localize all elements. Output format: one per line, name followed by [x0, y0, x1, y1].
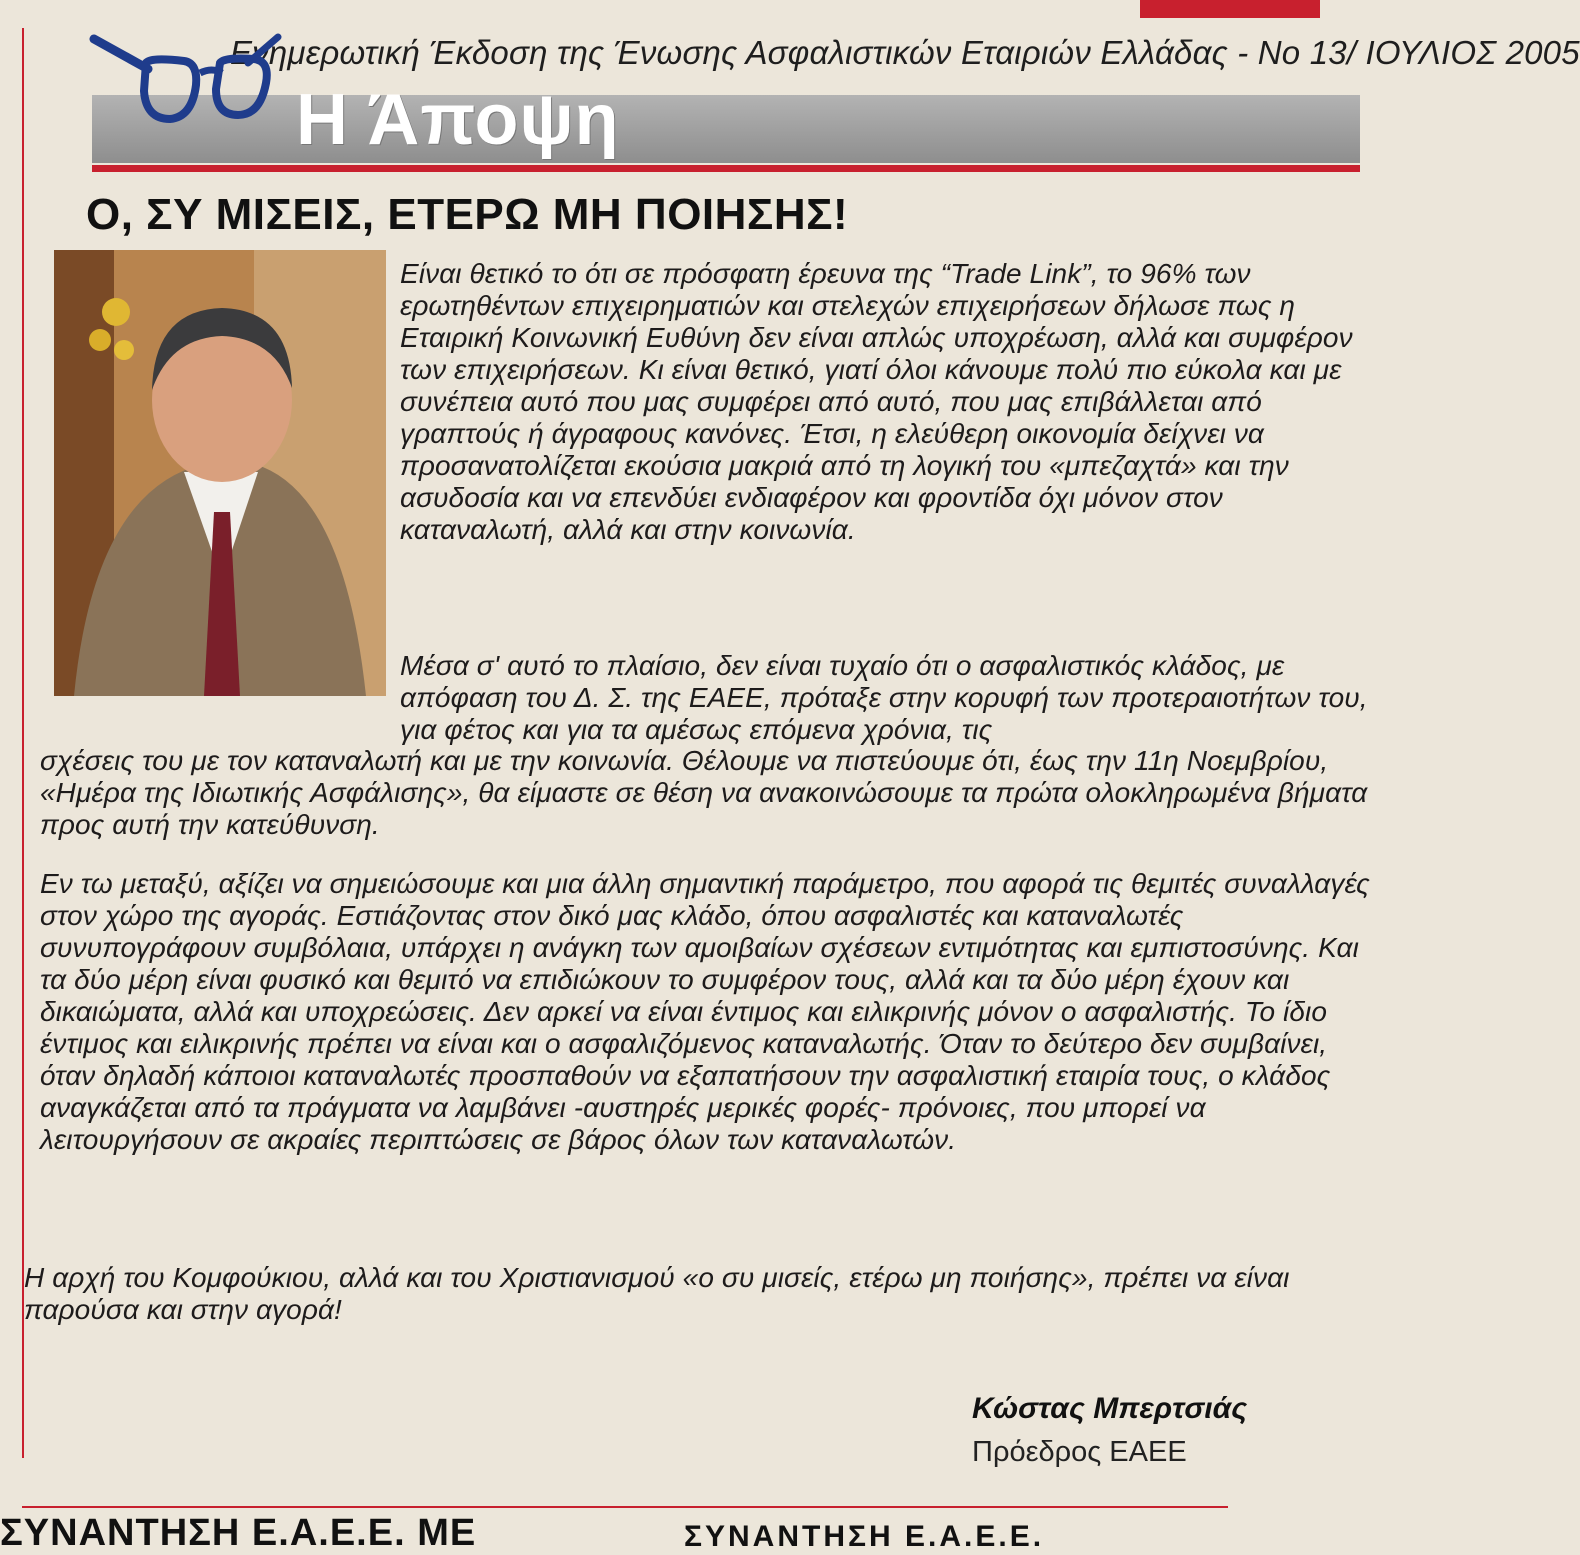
- next-article-headline-left: ΣΥΝΑΝΤΗΣΗ Ε.Α.Ε.Ε. ΜΕ: [0, 1512, 477, 1554]
- article-paragraph-2-start: [400, 650, 1370, 746]
- article-paragraph-1: [400, 258, 1370, 546]
- bottom-divider: [22, 1506, 1228, 1508]
- article-paragraph-4: [24, 1262, 1370, 1326]
- section-red-rule: [92, 165, 1360, 172]
- paragraph-text: Εν τω μεταξύ, αξίζει να σημειώσουμε και μια άλλη σημαντική παράμετρο, που αφορά τις θεμιτές συναλλαγές στον χώρο της αγοράς. Εστιάζοντας στον δικό μας κλάδο, όπου ασφαλιστές και καταναλωτές συνυπογράφουν συμβόλαια, υπάρχει η ανάγκη των αμοιβαίων σχέσεων εντιμότητας και εμπιστοσύνης. Και τα δύο μέρη είναι φυσικό και θεμιτό να επιδιώκουν το συμφέρον τους, αλλά και τα δύο μέρη έχουν και δικαιώματα, αλλά και υποχρεώσεις. Δεν αρκεί να είναι έντιμος και ειλικρινής μόνον ο ασφαλιστής. Το ίδιο έντιμος και ειλικρινής πρέπει να είναι και ο ασφαλιζόμενος καταναλωτής. Όταν το δεύτερο δεν συμβαίνει, όταν δηλαδή κάποιοι καταναλωτές προσπαθούν να εξαπατήσουν την ασφαλιστική εταιρία τους, ο κλάδος αναγκάζεται από τα πράγματα να λαμβάνει -αυστηρές μερικές φορές- πρόνοιες, που μπορεί να λειτουργήσουν σε ακραίες περιπτώσεις σε βάρος όλων των καταναλωτών.: [40, 868, 1370, 1155]
- article-paragraph-2-end: [40, 745, 1370, 841]
- author-name: Κώστας Μπερτσιάς: [972, 1392, 1248, 1425]
- masthead-strap: Ενημερωτική Έκδοση της Ένωσης Ασφαλιστικών Εταιριών Ελλάδας - Νο 13/ ΙΟΥΛΙΟΣ 2005: [230, 34, 1580, 71]
- article-paragraph-3: [40, 868, 1370, 1156]
- author-portrait: [54, 250, 386, 696]
- article-headline: Ο, ΣΥ ΜΙΣΕΙΣ, ΕΤΕΡΩ ΜΗ ΠΟΙΗΣΗΣ!: [86, 190, 849, 239]
- author-title: Πρόεδρος ΕΑΕΕ: [972, 1436, 1187, 1468]
- author-signature: [972, 1392, 1247, 1469]
- next-article-headline-right: ΣΥΝΑΝΤΗΣΗ Ε.Α.Ε.Ε.: [684, 1520, 1045, 1553]
- page-margin-line: [0, 28, 24, 1458]
- paragraph-text: Είναι θετικό το ότι σε πρόσφατη έρευνα της “Trade Link”, το 96% των ερωτηθέντων επιχειρηματιών και στελεχών επιχειρήσεων δήλωσε πως η Εταιρική Κοινωνική Ευθύνη δεν είναι απλώς υποχρέωση, αλλά και συμφέρον των επιχειρήσεων. Κι είναι θετικό, γιατί όλοι κάνουμε πολύ πιο εύκολα και με συνέπεια αυτό που μας συμφέρει από αυτό, που μας επιβάλλεται από γραπτούς ή άγραφους κανόνες. Έτσι, η ελεύθερη οικονομία δείχνει να προσανατολίζεται εκούσια μακριά από τη λογική του «μπεζαχτά» και την ασυδοσία και να επενδύει ενδιαφέρον και φροντίδα όχι μόνον στον καταναλωτή, αλλά και στην κοινωνία.: [400, 258, 1353, 545]
- masthead-red-band: [1140, 0, 1320, 18]
- paragraph-text: Η αρχή του Κομφούκιου, αλλά και του Χριστιανισμού «ο συ μισείς, ετέρω μη ποιήσης», πρέπει να είναι παρούσα και στην αγορά!: [24, 1262, 1290, 1325]
- paragraph-text: Μέσα σ' αυτό το πλαίσιο, δεν είναι τυχαίο ότι ο ασφαλιστικός κλάδος, με απόφαση του Δ. Σ. της ΕΑΕΕ, πρόταξε στην κορυφή των προτεραιοτήτων του, για φέτος και για τα αμέσως επόμενα χρόνια, τις: [400, 650, 1368, 745]
- eyeglasses-icon: [88, 33, 288, 123]
- section-bar: [92, 80, 1360, 183]
- paragraph-text: σχέσεις του με τον καταναλωτή και με την κοινωνία. Θέλουμε να πιστεύουμε ότι, έως την 11η Νοεμβρίου, «Ημέρα της Ιδιωτικής Ασφάλισης», θα είμαστε σε θέση να ανακοινώσουμε τα πρώτα ολοκληρωμένα βήματα προς αυτή την κατεύθυνση.: [40, 745, 1368, 840]
- section-title: Η Άποψη: [296, 80, 620, 160]
